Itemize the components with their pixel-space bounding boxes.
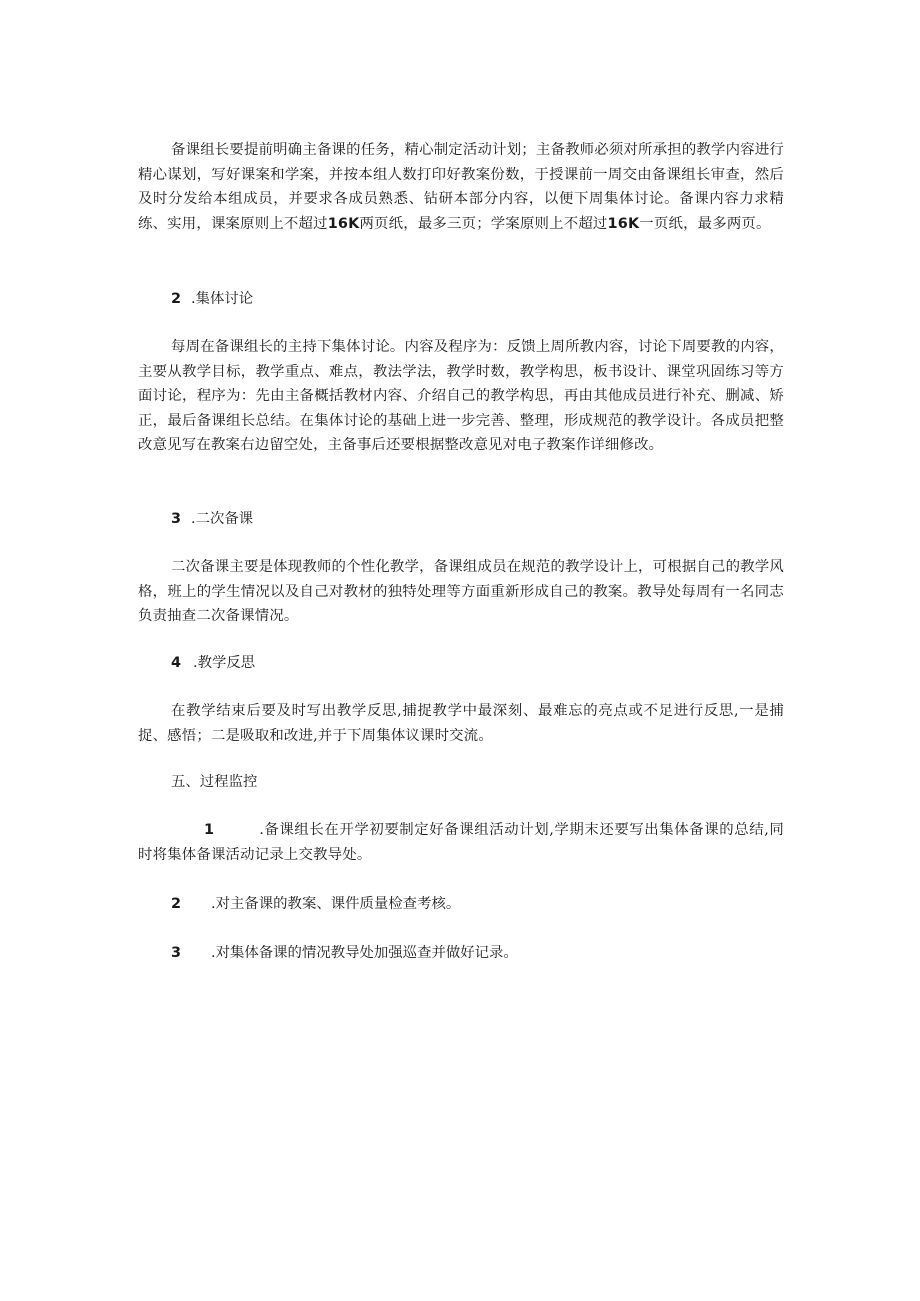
heading-number: 2 xyxy=(171,291,182,307)
heading-teaching-reflection xyxy=(171,651,255,675)
paragraph-collective-discussion: 每周在备课组长的主持下集体讨论。内容及程序为：反馈上周所教内容，讨论下周要教的内容，主要从教学目标，教学重点、难点，教法学法，教学时数，教学构思，板书设计、课堂巩固练习等方面讨论，程序为：先由主备概括教材内容、介绍自己的教学构思，再由其他成员进行补充、删减、矫正，最后备课组长总结。在集体讨论的基础上进一步完善、整理，形成规范的教学设计。各成员把整改意见写在教案右边留空处，主备事后还要根据整改意见对电子教案作详细修改。 xyxy=(138,339,784,453)
list-item-separator: . xyxy=(211,896,216,912)
heading-number: 4 xyxy=(171,655,182,671)
list-item-1 xyxy=(138,818,784,867)
heading-second-prep xyxy=(171,507,253,531)
heading-number: 3 xyxy=(171,511,182,527)
list-item-text: 对主备课的教案、课件质量检查考核。 xyxy=(215,896,461,912)
list-item-text: 备课组长在开学初要制定好备课组活动计划,学期末还要写出集体备课的总结,同时将集体备课活动记录上交教导处。 xyxy=(138,822,784,863)
heading-separator: . xyxy=(191,291,196,307)
heading-title: 教学反思 xyxy=(197,655,256,671)
paragraph-prep-tasks-text-3: 一页纸，最多两页。 xyxy=(639,215,771,232)
paragraph-prep-tasks-text-2: 两页纸，最多三页；学案原则上不超过 xyxy=(359,215,608,232)
list-item-separator: . xyxy=(211,945,216,961)
heading-separator: . xyxy=(193,655,198,671)
paragraph-teaching-reflection: 在教学结束后要及时写出教学反思,捕捉教学中最深刻、最难忘的亮点或不足进行反思,一是捕捉、感悟；二是吸取和改进,并于下周集体议课时交流。 xyxy=(138,703,784,744)
heading-title: 二次备课 xyxy=(195,511,254,527)
list-item-2 xyxy=(171,892,460,916)
list-item-number: 1 xyxy=(204,822,215,838)
list-item-text: 对集体备课的情况教导处加强巡查并做好记录。 xyxy=(215,945,518,961)
list-item-number: 3 xyxy=(171,945,182,961)
heading-collective-discussion xyxy=(171,287,253,311)
paper-size-label-1: 16K xyxy=(327,215,360,232)
paragraph-prep-tasks xyxy=(138,138,784,236)
paragraph-prep-tasks-text-1: 备课组长要提前明确主备课的任务，精心制定活动计划；主备教师必须对所承担的教学内容进行精心谋划，写好课案和学案，并按本组人数打印好教案份数，于授课前一周交由备课组长审查，然后及时分发给本组成员，并要求各成员熟悉、钻研本部分内容，以便下周集体讨论。备课内容力求精练、实用，课案原则上不超过 xyxy=(138,142,784,232)
paper-size-label-2: 16K xyxy=(607,215,640,232)
list-item-3 xyxy=(171,941,518,965)
paragraph-second-prep: 二次备课主要是体现教师的个性化教学，备课组成员在规范的教学设计上，可根据自己的教学风格，班上的学生情况以及自己对教材的独特处理等方面重新形成自己的教案。教导处每周有一名同志负责抽查二次备课情况。 xyxy=(138,559,784,624)
heading-title: 集体讨论 xyxy=(195,291,254,307)
list-item-separator: . xyxy=(259,822,264,838)
list-item-number: 2 xyxy=(171,896,182,912)
heading-separator: . xyxy=(191,511,196,527)
heading-process-monitoring: 五、过程监控 xyxy=(171,774,258,790)
